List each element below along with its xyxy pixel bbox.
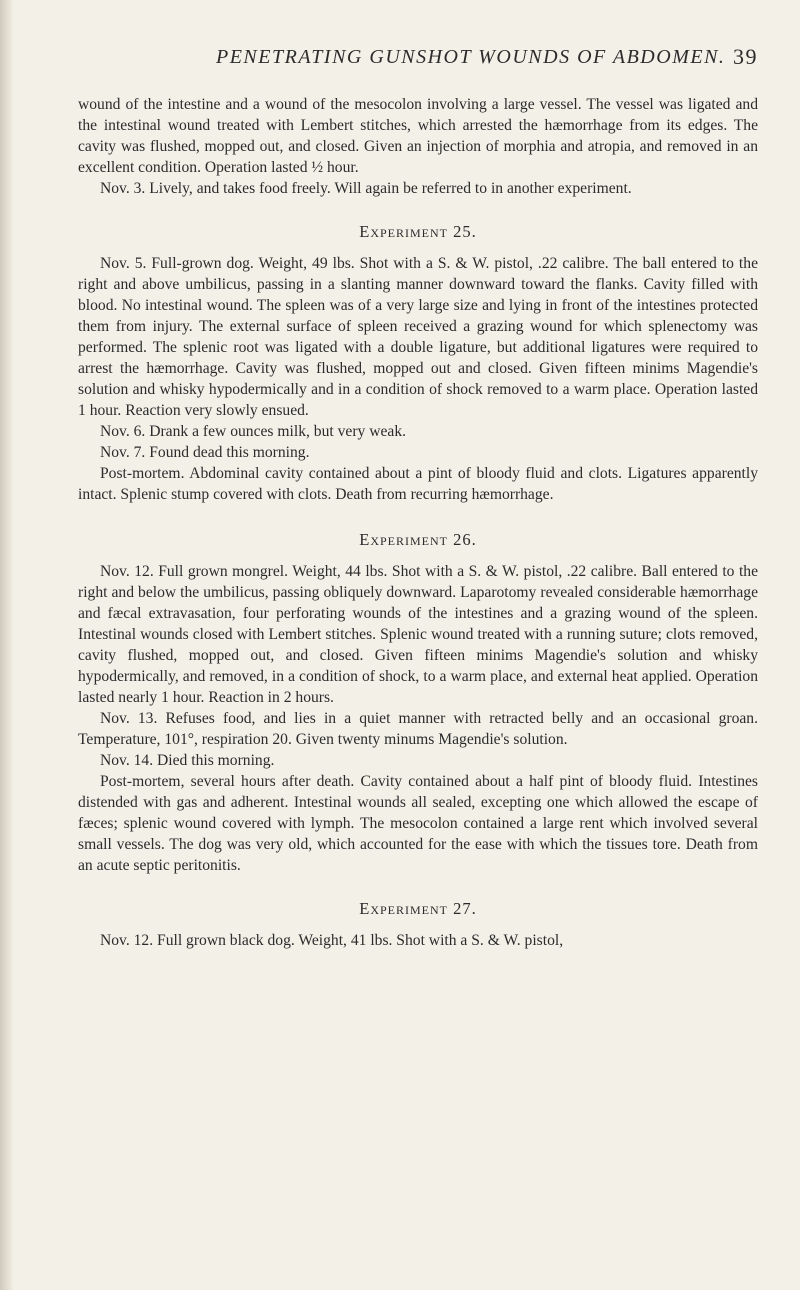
intro-paragraph: wound of the intestine and a wound of the mesocolon involving a large vessel. The vessel was ligated and the intestinal wound treated with Lembert stitches, which arrested the hæmorrhage from its edges. The cavity was flushed, mopped out, and closed. Given an injection of morphia and atropia, and removed in an excellent condition. Operation lasted ½ hour. [78, 96, 758, 176]
running-head [78, 36, 758, 76]
page-binding-shadow [0, 0, 14, 1290]
experiment-paragraph: Nov. 13. Refuses food, and lies in a quiet manner with retracted belly and an occasional groan. Temperature, 101°, respiration 20. Given twenty minums Magendie's solution. [78, 710, 758, 748]
experiment-27-section [78, 898, 758, 951]
experiment-paragraph: Nov. 12. Full grown black dog. Weight, 41 lbs. Shot with a S. & W. pistol, [100, 932, 564, 949]
running-head-title: PENETRATING GUNSHOT WOUNDS OF ABDOMEN. [216, 46, 726, 68]
experiment-26-section [78, 529, 758, 876]
intro-paragraph: Nov. 3. Lively, and takes food freely. Will again be referred to in another experiment. [100, 180, 632, 197]
experiment-paragraph: Nov. 6. Drank a few ounces milk, but very weak. [100, 423, 407, 440]
book-page [78, 36, 758, 951]
experiment-26-heading: Experiment 26. [359, 530, 477, 549]
experiment-27-heading: Experiment 27. [359, 899, 477, 918]
body-text [78, 94, 758, 951]
experiment-paragraph: Post-mortem. Abdominal cavity contained about a pint of bloody fluid and clots. Ligatures apparently intact. Splenic stump covered with clots. Death from recurring hæmorrhage. [78, 465, 758, 503]
experiment-paragraph: Nov. 14. Died this morning. [100, 752, 275, 769]
experiment-paragraph: Post-mortem, several hours after death. Cavity contained about a half pint of bloody fluid. Intestines distended with gas and adherent. Intestinal wounds all sealed, excepting one which allowed the escape of fæces; splenic wound covered with lymph. The mesocolon contained a large rent which involved several small vessels. The dog was very old, which accounted for the ease with which the tissues tore. Death from an acute septic peritonitis. [78, 773, 758, 874]
experiment-paragraph: Nov. 12. Full grown mongrel. Weight, 44 lbs. Shot with a S. & W. pistol, .22 calibre. Ball entered to the right and below the umbilicus, passing obliquely downward. Laparotomy revealed considerable hæmorrhage and fæcal extravasation, four perforating wounds of the intestines and a grazing wound of the spleen. Intestinal wounds closed with Lembert stitches. Splenic wound treated with a running suture; clots removed, cavity flushed, mopped out, and closed. Given fifteen minims Magendie's solution and whisky hypodermically, and removed, in a condition of shock, to a warm place, and external heat applied. Operation lasted nearly 1 hour. Reaction in 2 hours. [78, 563, 758, 706]
experiment-25-heading: Experiment 25. [359, 222, 477, 241]
page-number: 39 [733, 44, 758, 69]
experiment-paragraph: Nov. 5. Full-grown dog. Weight, 49 lbs. Shot with a S. & W. pistol, .22 calibre. The ball entered to the right and above umbilicus, passing in a slanting manner downward toward the flanks. Cavity filled with blood. No intestinal wound. The spleen was of a very large size and lying in front of the intestines protected them from injury. The external surface of spleen received a grazing wound for which splenectomy was performed. The splenic root was ligated with a double ligature, but additional ligatures were required to arrest the hæmorrhage. Cavity was flushed, mopped out and closed. Given fifteen minims Magendie's solution and whisky hypodermically and in a condition of shock removed to a warm place. Operation lasted 1 hour. Reaction very slowly ensued. [78, 255, 758, 419]
experiment-25-section [78, 221, 758, 505]
experiment-paragraph: Nov. 7. Found dead this morning. [100, 444, 310, 461]
